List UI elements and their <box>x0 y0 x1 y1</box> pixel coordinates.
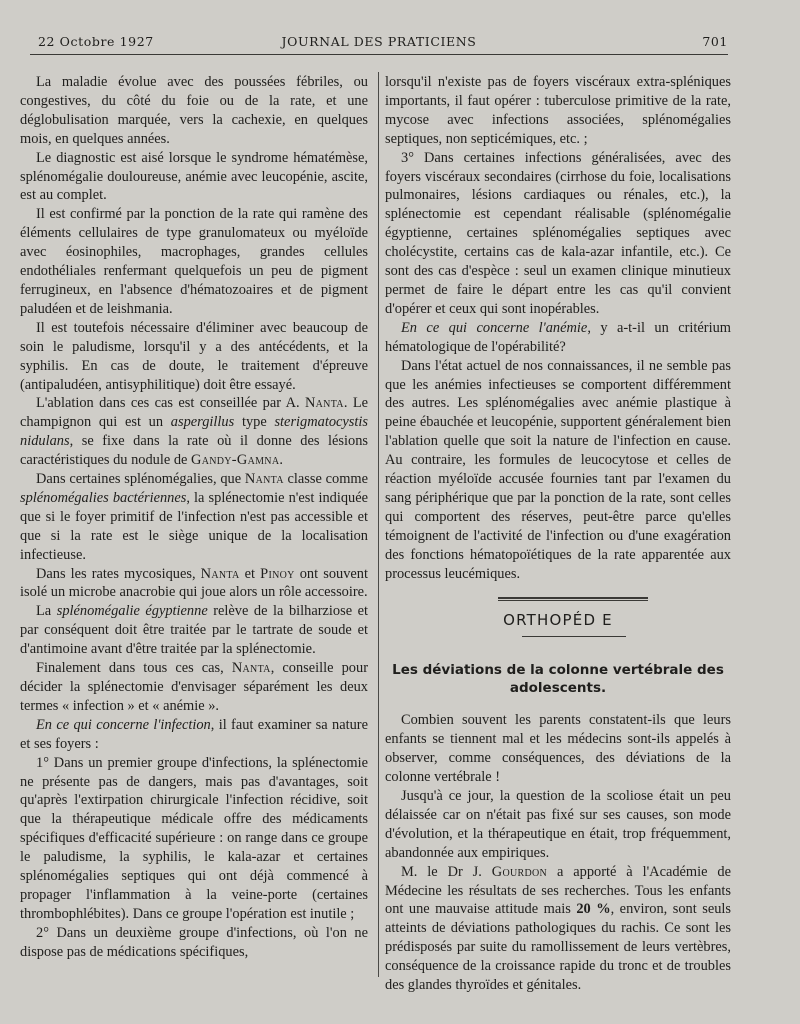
text: Combien souvent les parents constatent-ils que leurs enfants se tiennent mal et les médecins sont-ils appelés à observer, comme conséquences, des déviations de la colonne vertébrale ! <box>385 712 731 786</box>
text: . Le champignon qui est un <box>20 395 368 431</box>
text: 1° Dans un premier groupe d'infections, la splénectomie ne présente pas de dangers, mais pas d'avantages, soit qu'après l'extirpation chirurgicale l'infection récidive, soit que la thérapeutique médicale offre des médicaments spécifiques d'efficacité supérieure : on range dans ce groupe le paludisme, la syphilis, le kala-azar et certaines splénomégalies septiques qui ont déjà commencé à propager l'inflammation à la veine-porte (certaines thrombophlébites). Dans ce groupe l'opération est inutile ; <box>20 754 368 922</box>
text: , y a-t-il un critérium hématologique de l'opérabilité? <box>385 319 731 355</box>
right-column <box>385 73 731 995</box>
left-column <box>20 73 368 962</box>
text: , la splénectomie n'est indiquée que si le foyer primitif de l'infection n'est pas accessible et que si la rate est le siège unique de la localisation infectieuse. <box>20 489 368 563</box>
article-title: Les déviations de la colonne vertébrale des adolescents. <box>392 662 724 697</box>
header-date: 22 Octobre 1927 <box>38 34 154 49</box>
author-name: Gandy-Gamna <box>191 452 280 469</box>
section-underline <box>522 636 626 637</box>
column-divider <box>378 72 379 977</box>
text: Il est confirmé par la ponction de la rate qui ramène des éléments cellulaires de type granulomateux ou myéloïde avec éosinophiles, macrophages, grandes cellules endothéliales renfermant quelquefois un peu de pigment ferrugineux, en l'absence d'hématozoaires et de pigment paludéen et de leishmania. <box>20 206 368 317</box>
paragraph <box>20 602 368 659</box>
author-name: Gourdon <box>491 863 548 880</box>
author-name: Nanta <box>231 660 271 677</box>
italic-term: En ce qui concerne l'anémie <box>401 319 588 336</box>
section-heading: ORTHOPÉD E <box>503 611 613 630</box>
text: et <box>239 565 261 582</box>
paragraph <box>20 565 368 603</box>
author-name: Nanta <box>200 565 240 582</box>
italic-term: sterigmatocystis nidulans <box>20 414 368 450</box>
paragraph <box>20 394 368 470</box>
paragraph <box>20 73 368 149</box>
section-rule <box>498 597 648 601</box>
text: lorsqu'il n'existe pas de foyers viscéraux extra-spléniques importants, il faut opérer : tuberculose primitive de la rate, mycose avec infections associées, splénomégalies septiques, non septicémiques, etc. ; <box>385 74 731 147</box>
text: , se fixe dans la rate où il donne des lésions caractéristiques du nodule de <box>20 433 368 469</box>
text: Dans les rates mycosiques, <box>36 565 201 582</box>
author-name: Nanta <box>304 395 344 412</box>
percentage: 20 % <box>576 901 611 918</box>
author-name: Pinoy <box>260 565 295 582</box>
text: Finalement dans tous ces cas, <box>36 660 232 677</box>
paragraph <box>385 149 731 319</box>
text: , conseille pour décider la splénectomie d'envisager séparément les deux termes « infection » et « anémie ». <box>20 660 368 714</box>
text: La <box>36 603 57 620</box>
paragraph <box>385 357 731 584</box>
section-heading-block <box>385 597 731 697</box>
header-page-number: 701 <box>702 34 728 49</box>
text: Il est toutefois nécessaire d'éliminer avec beaucoup de soin le paludisme, lorsqu'il y a des antécédents, et la syphilis. En cas de doute, le traitement d'épreuve (antipaludéen, antisyphilitique) doit être essayé. <box>20 319 368 393</box>
text: , environ, sont seuls atteints de déviations pathologiques du rachis. Ce sont les prédisposés par suite du ramollissement de leurs vertèbres, conséquence de la croissance rapide du tronc et de troubles des glandes thyroïdes et génitales. <box>385 901 731 994</box>
text: M. le Dr J. <box>401 863 492 880</box>
text: Le diagnostic est aisé lorsque le syndrome hématémèse, splénomégalie douloureuse, anémie avec leucopénie, ascite, est au complet. <box>20 149 368 204</box>
text: 2° Dans un deuxième groupe d'infections, où l'on ne dispose pas de médications spécifiques, <box>20 924 368 960</box>
paragraph <box>385 787 731 863</box>
text: L'ablation dans ces cas est conseillée par A. <box>36 395 305 412</box>
running-header <box>30 34 728 56</box>
text: type <box>234 414 275 431</box>
paragraph <box>385 711 731 787</box>
text: Dans l'état actuel de nos connaissances, il ne semble pas que les anémies infectieuses se comportent différemment des autres. Les splénomégalies avec anémie plastique à peine ébauchée et leucopénie, supportent généralement bien l'ablation quelle que soit la nature de l'infection en cause. Au contraire, les formules de leucocytose et celles de réaction myéloïde accusée fournies tant par l'examen du sang périphérique que par la ponction de la rate, sont celles qui comportent des réserves, peut-être parce qu'elles témoignent de l'activité de l'infection ou d'une exagération des fonctions hématopoïétiques de la rate apparentée aux processus leucémiques. <box>385 357 731 582</box>
text: La maladie évolue avec des poussées fébriles, ou congestives, du côté du foie ou de la rate, et une déglobulisation marquée, vers la cachexie, en quelques mois, en quelques années. <box>20 74 368 147</box>
paragraph <box>20 149 368 206</box>
text: Jusqu'à ce jour, la question de la scoliose était un peu délaissée car on n'était pas fixé sur ses causes, son mode d'évolution, et la thérapeutique en était, trop fréquemment, abandonnée aux empiriques. <box>385 788 731 861</box>
text: relève de la bilharziose et par conséquent doit être traitée par le tartrate de soude et d'antimoine avant d'être traitée par la splénectomie. <box>20 603 368 658</box>
italic-term: En ce qui concerne l'infection <box>36 716 211 733</box>
text: 3° Dans certaines infections généralisées, avec des foyers viscéraux secondaires (cirrhose du foie, localisations pulmonaires, lésions cardiaques ou rénales, etc.), la splénectomie est cependant réalisable (splénomégalie égyptienne, certaines splénomégalies septiques avec cholécystite, certains cas de kala-azar infantile, etc.). Ce sont des cas d'espèce : seul un examen clinique minutieux permet de faire le départ entre les cas qu'il convient d'opérer et ceux qui sont inopérables. <box>385 149 731 317</box>
paragraph <box>385 73 731 149</box>
text: ont souvent isolé un microbe anacrobie qui joue alors un rôle accessoire. <box>20 565 368 601</box>
author-name: Nanta <box>244 471 284 488</box>
paragraph <box>20 924 368 962</box>
paragraph <box>20 659 368 716</box>
text: classe comme <box>283 471 368 488</box>
paragraph <box>20 319 368 395</box>
paragraph <box>20 716 368 754</box>
header-journal-title: JOURNAL DES PRATICIENS <box>281 34 477 49</box>
text: . <box>279 452 283 469</box>
italic-term: splénomégalie égyptienne <box>56 603 208 620</box>
italic-term: splénomégalies bactériennes <box>20 489 187 506</box>
text: Dans certaines splénomégalies, que <box>36 471 245 488</box>
header-rule <box>30 54 728 55</box>
italic-term: aspergillus <box>170 414 235 431</box>
paragraph <box>20 754 368 924</box>
paragraph <box>20 470 368 565</box>
paragraph <box>385 863 731 995</box>
paragraph <box>385 319 731 357</box>
text: , il faut examiner sa nature et ses foyers : <box>20 716 368 752</box>
text: a apporté à l'Académie de Médecine les résultats de ses recherches. Tous les enfants ont une mauvaise attitude mais <box>385 863 731 918</box>
paragraph <box>20 205 368 318</box>
